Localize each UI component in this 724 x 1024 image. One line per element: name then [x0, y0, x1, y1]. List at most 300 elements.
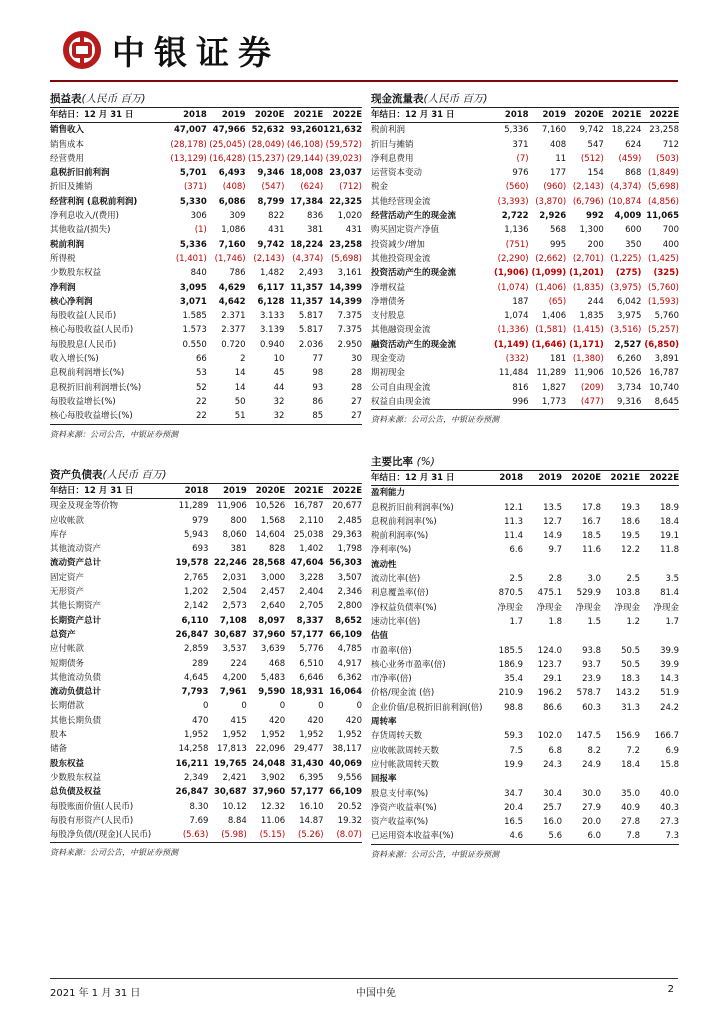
cell-value: 57,177	[290, 787, 324, 798]
cell-value: 22,246	[213, 558, 247, 569]
cell-value: 14	[234, 382, 246, 393]
cell-value: (1,406)	[535, 282, 567, 293]
cell-value: 381	[306, 225, 324, 236]
table-row	[371, 787, 679, 801]
table-row	[371, 744, 679, 758]
table-row	[50, 542, 362, 556]
header-year: 2020E	[566, 108, 604, 123]
cell-value: 4,917	[337, 658, 362, 669]
cell-value: 187	[512, 296, 529, 307]
table-row	[50, 366, 362, 380]
cell-value: 51	[207, 409, 246, 424]
table-row	[50, 528, 362, 542]
cell-value	[484, 715, 523, 729]
row-label: 应付帐款周转天数	[371, 759, 440, 770]
cell-value: 8,799	[257, 196, 285, 207]
table-row	[371, 801, 679, 815]
cell-value: (4,374)	[292, 253, 324, 264]
cell-value: (2,143)	[572, 182, 604, 193]
cell-value: 2,110	[299, 515, 324, 526]
cell-value: 14,604	[255, 529, 286, 540]
table-row	[50, 814, 362, 828]
cell-value: 净现金	[575, 602, 601, 613]
row-label: 净利率(%)	[371, 545, 412, 556]
row-label: 净利润	[50, 282, 76, 293]
cell-value: 800	[230, 515, 247, 526]
cell-value: 816	[512, 382, 529, 393]
cell-value: 2	[240, 354, 246, 365]
cell-value: 86.6	[543, 702, 562, 713]
cell-value: 12.7	[543, 516, 562, 527]
cell-value: 净现金	[536, 602, 562, 613]
row-label: 其他投资现金流	[371, 253, 431, 264]
cell-value: 23,037	[329, 168, 362, 179]
cell-value: 47,007	[173, 125, 207, 136]
cell-value: 3.0	[587, 574, 601, 585]
cell-value: 93,260	[290, 125, 324, 136]
cell-value: 20.52	[337, 801, 362, 812]
cell-value: 20,677	[332, 501, 362, 512]
header-year: 2018	[170, 484, 208, 499]
cell-value: 7,793	[181, 687, 209, 698]
cell-value: 995	[549, 239, 567, 250]
cell-value: 103.8	[615, 588, 640, 599]
row-label: 股息支付率(%)	[371, 788, 429, 799]
cell-value: 14,399	[329, 282, 362, 293]
cell-value: 27.9	[582, 802, 601, 813]
cell-value: 净现金	[614, 602, 640, 613]
cell-value: 7,961	[219, 687, 247, 698]
cell-value: 400	[662, 239, 679, 250]
cell-value: 2,031	[222, 572, 247, 583]
cell-value: 9,556	[337, 772, 362, 783]
cell-value: 3,975	[617, 311, 642, 322]
cell-value: 39.9	[660, 659, 679, 670]
cell-value: 16.7	[582, 516, 601, 527]
cell-value: 5,336	[504, 125, 529, 136]
cell-value: 1,406	[541, 311, 567, 322]
table-row	[371, 715, 679, 729]
cell-value: (5,698)	[648, 182, 679, 193]
cell-value: 2,573	[222, 601, 247, 612]
row-label: 市盈率(倍)	[371, 645, 412, 656]
ratios-table	[371, 471, 679, 845]
cell-value: 6,260	[617, 354, 642, 365]
cashflow-statement	[371, 91, 679, 426]
cell-value: 836	[306, 211, 324, 222]
table-row	[371, 123, 679, 138]
header-year: 2022E	[323, 108, 362, 123]
row-label: 估值	[371, 631, 389, 642]
table-row	[371, 295, 679, 309]
cell-value: 9,590	[258, 687, 286, 698]
cell-value: 56,303	[329, 558, 362, 569]
cell-value: 468	[268, 658, 286, 669]
cell-value: 289	[192, 658, 209, 669]
cell-value: 22	[195, 396, 207, 407]
cell-value: 6,395	[299, 772, 324, 783]
table-row	[371, 381, 679, 395]
row-label: 折旧及摊销	[50, 182, 93, 193]
table-row	[50, 757, 362, 771]
row-label: 速动比率(倍)	[371, 616, 421, 627]
cell-value: 6,117	[257, 282, 285, 293]
table-row	[50, 209, 362, 223]
cell-value: 102.0	[537, 731, 562, 742]
cell-value: 8,097	[258, 615, 286, 626]
cell-value: 30,687	[213, 787, 247, 798]
cell-value: (1,415)	[572, 325, 604, 336]
cell-value: 1.7	[665, 616, 679, 627]
cell-value: 77	[312, 354, 324, 365]
table-row	[50, 800, 362, 814]
row-label: 投资减少/增加	[371, 239, 425, 250]
cell-value: (10,874	[608, 196, 642, 207]
cell-value: 40.9	[621, 802, 640, 813]
income-table	[50, 108, 362, 425]
header-year: 2019	[207, 108, 246, 123]
cell-value: 27.3	[660, 817, 679, 828]
cell-value: (332)	[505, 354, 529, 365]
cell-value	[640, 486, 679, 501]
header-year: 2021E	[285, 484, 323, 499]
cell-value: 18,931	[290, 687, 324, 698]
cell-value: 16.10	[299, 801, 324, 812]
section-unit: (人民币 百万)	[423, 93, 488, 105]
table-row	[371, 829, 679, 844]
cell-value: 2,493	[298, 268, 324, 279]
cell-value: 60.3	[582, 702, 601, 713]
cell-value: (503)	[656, 153, 679, 164]
table-row	[371, 672, 679, 686]
cell-value: 5.6	[523, 829, 562, 844]
cell-value: 600	[625, 225, 642, 236]
cell-value: 700	[662, 225, 679, 236]
cell-value: 17,384	[290, 196, 324, 207]
cell-value: 32	[246, 409, 285, 424]
table-header-row	[371, 108, 679, 123]
table-row	[371, 238, 679, 252]
cell-value: 23.9	[582, 674, 601, 685]
cell-value: 5.817	[298, 311, 324, 322]
header-label: 年结日：12 月 31 日	[50, 108, 168, 123]
row-label: 投资活动产生的现金流	[371, 268, 457, 279]
row-label: 折旧与摊销	[371, 139, 414, 150]
cell-value: 2.036	[298, 339, 324, 350]
cell-value: 23,258	[649, 125, 679, 136]
header-year: 2019	[523, 471, 562, 486]
cell-value: 6,646	[299, 672, 324, 683]
cell-value: (1,581)	[535, 325, 567, 336]
cell-value: (1,425)	[648, 253, 679, 264]
header-year: 2019	[529, 108, 567, 123]
cell-value	[562, 486, 601, 501]
row-label: 核心净利润	[50, 296, 93, 307]
cell-value: 11.06	[260, 815, 286, 826]
table-header-row	[50, 484, 362, 499]
section-title-text: 资产负债表	[50, 469, 103, 481]
cell-value: 35.4	[504, 674, 523, 685]
cell-value: 51.9	[660, 688, 679, 699]
header-year: 2020E	[246, 108, 285, 123]
cell-value: 1.573	[182, 325, 207, 336]
cell-value: 35.0	[621, 788, 640, 799]
cell-value: 5,330	[179, 196, 207, 207]
cell-value: 52	[195, 382, 207, 393]
row-label: 支付股息	[371, 311, 406, 322]
cell-value: 786	[229, 268, 246, 279]
row-label: 每股股息(人民币)	[50, 339, 117, 350]
cell-value: 3,639	[260, 644, 286, 655]
cell-value: 7,108	[219, 615, 247, 626]
row-label: 其他流动资产	[50, 544, 102, 555]
cell-value: 18.9	[660, 502, 679, 513]
cell-value: 8.2	[587, 745, 601, 756]
cell-value: 244	[587, 296, 604, 307]
cell-value: 568	[549, 225, 567, 236]
cell-value: 1,952	[184, 730, 209, 741]
cell-value	[523, 715, 562, 729]
table-row	[50, 514, 362, 528]
cell-value: 39.9	[660, 645, 679, 656]
cell-value: 420	[307, 715, 324, 726]
cell-value: 1,835	[579, 311, 604, 322]
cell-value: 32	[273, 396, 285, 407]
cell-value: 1.5	[587, 616, 601, 627]
cell-value: 26,847	[175, 787, 209, 798]
table-row	[371, 615, 679, 629]
header-year: 2022E	[640, 471, 679, 486]
cell-value: (5,257)	[648, 325, 679, 336]
cell-value: 181	[549, 354, 567, 365]
table-row	[50, 571, 362, 585]
cell-value: 712	[662, 139, 679, 150]
table-row	[50, 338, 362, 352]
cell-value: 2,346	[337, 587, 362, 598]
cell-value: 154	[587, 168, 604, 179]
cell-value: 624	[625, 139, 642, 150]
table-row	[50, 499, 362, 514]
cell-value: (1,201)	[569, 268, 604, 279]
cell-value: 9,742	[579, 125, 604, 136]
cell-value: (2,290)	[497, 253, 529, 264]
cell-value: 2.950	[337, 339, 362, 350]
cell-value: 11,357	[290, 282, 324, 293]
row-label: 销售成本	[50, 139, 85, 150]
table-row	[371, 138, 679, 152]
cell-value: 50.5	[621, 659, 640, 670]
cell-value: 224	[230, 658, 247, 669]
row-label: 总负债及权益	[50, 787, 102, 798]
table-row	[50, 728, 362, 742]
table-row	[50, 556, 362, 570]
row-label: 收入增长(%)	[50, 354, 99, 365]
cell-value: 30,687	[213, 629, 247, 640]
cell-value	[523, 486, 562, 501]
cell-value: 6,128	[257, 296, 285, 307]
table-row	[371, 501, 679, 515]
table-row	[50, 166, 362, 180]
cell-value: (2,143)	[253, 253, 285, 264]
cell-value: 371	[512, 139, 529, 150]
cell-value: 93.7	[582, 659, 601, 670]
cell-value: 50.5	[621, 645, 640, 656]
cell-value: (4,856)	[648, 196, 679, 207]
cell-value: 27.8	[621, 817, 640, 828]
cell-value	[640, 715, 679, 729]
table-row	[50, 238, 362, 252]
cell-value: 53	[195, 368, 207, 379]
cell-value	[484, 558, 523, 572]
cell-value: 3,071	[179, 296, 207, 307]
cell-value: 0.940	[260, 339, 285, 350]
brand-logo	[62, 27, 280, 73]
row-label: 库存	[50, 529, 68, 540]
cell-value: 420	[345, 715, 362, 726]
cell-value: 29,477	[293, 744, 324, 755]
cell-value: 25,038	[293, 529, 324, 540]
cell-value: 870.5	[498, 588, 523, 599]
cell-value: 28	[351, 382, 362, 393]
cell-value: 7,160	[541, 125, 567, 136]
cell-value: 18,224	[611, 125, 642, 136]
cell-value: 4,785	[337, 644, 362, 655]
cell-value: 16.0	[543, 817, 562, 828]
page-number: 2	[667, 984, 674, 995]
cell-value: 50	[234, 396, 246, 407]
cell-value	[523, 558, 562, 572]
cell-value: (1,099)	[531, 268, 567, 279]
section-unit: (人民币 百万)	[102, 469, 167, 481]
cell-value: 3.5	[665, 574, 679, 585]
cell-value: (1,225)	[610, 253, 642, 264]
cell-value: (3,870)	[535, 196, 567, 207]
cell-value	[601, 558, 640, 572]
cell-value: 1,074	[504, 311, 529, 322]
cell-value: 22,325	[329, 196, 362, 207]
cell-value: (1)	[194, 225, 207, 236]
row-label: 净资产收益率(%)	[371, 802, 437, 813]
cell-value: 17,813	[217, 744, 247, 755]
cell-value: 2,349	[184, 772, 209, 783]
cell-value: 8,337	[296, 615, 324, 626]
section-unit: (%)	[416, 456, 435, 468]
table-row	[50, 614, 362, 628]
cell-value: 2,800	[337, 601, 362, 612]
cell-value: 1,086	[221, 225, 246, 236]
cell-value: 22	[168, 409, 207, 424]
cell-value	[484, 486, 523, 501]
table-row	[371, 309, 679, 323]
cell-value: 14	[234, 368, 246, 379]
cell-value: 8,060	[222, 529, 247, 540]
cell-value: 17.8	[582, 502, 601, 513]
cell-value: 992	[586, 211, 604, 222]
cell-value: 156.9	[615, 731, 640, 742]
cell-value: (1,849)	[648, 168, 679, 179]
cell-value: 18.4	[660, 516, 679, 527]
cell-value: 381	[230, 544, 247, 555]
cell-value: 3,095	[179, 282, 207, 293]
cell-value: 0.550	[182, 339, 207, 350]
cell-value: (371)	[183, 182, 207, 193]
cell-value: 529.9	[576, 588, 601, 599]
cell-value: 5,336	[179, 239, 207, 250]
cell-value	[523, 629, 562, 643]
cell-value: (5,698)	[331, 253, 362, 264]
table-row	[371, 152, 679, 166]
cell-value	[640, 772, 679, 786]
row-label: 税前利润率(%)	[371, 531, 429, 542]
cell-value: (5.98)	[208, 828, 246, 843]
cell-value: 1.585	[182, 311, 207, 322]
report-date: 2021 年 1 月 31 日	[50, 988, 141, 999]
cell-value: 34.7	[504, 788, 523, 799]
balance-sheet	[50, 467, 362, 859]
table-row	[371, 729, 679, 743]
cell-value: 1,136	[504, 225, 529, 236]
cell-value: 693	[192, 544, 209, 555]
cell-value: (15,237)	[248, 153, 285, 164]
cell-value: 12.2	[621, 545, 640, 556]
cell-value: 177	[549, 168, 567, 179]
row-label: 存货周转天数	[371, 731, 423, 742]
row-label: 流动资产总计	[50, 558, 102, 569]
cell-value: 24.9	[582, 759, 601, 770]
row-label: 其他经营现金流	[371, 196, 431, 207]
row-label: 核心每股收益(人民币)	[50, 325, 134, 336]
row-label: 固定资产	[50, 572, 85, 583]
table-row	[371, 572, 679, 586]
cell-value: (560)	[505, 182, 529, 193]
section-title	[371, 91, 679, 108]
header-label: 年结日：12 月 31 日	[50, 484, 170, 499]
cell-value: 20.0	[582, 817, 601, 828]
cell-value: (1,380)	[572, 354, 604, 365]
cell-value: 13.5	[543, 502, 562, 513]
cell-value: 66	[195, 354, 207, 365]
cell-value: 18,008	[290, 168, 324, 179]
cell-value: 0	[202, 701, 209, 712]
cell-value: 16,787	[649, 368, 679, 379]
row-label: 经营费用	[50, 153, 85, 164]
cell-value	[601, 772, 640, 786]
section-title	[50, 467, 362, 484]
row-label: 净增权益	[371, 282, 406, 293]
cell-value: 29,363	[332, 529, 362, 540]
table-row	[371, 629, 679, 643]
cell-value: 47,604	[290, 558, 324, 569]
cell-value: 24.3	[543, 759, 562, 770]
cell-value: 5.817	[298, 325, 324, 336]
cell-value: 18,224	[290, 239, 324, 250]
section-title	[50, 91, 362, 108]
cell-value: 19.9	[504, 759, 523, 770]
cell-value: 9,316	[604, 395, 642, 410]
table-row	[371, 543, 679, 557]
row-label: 其他收益/(损失)	[50, 225, 111, 236]
cell-value: 27	[323, 409, 362, 424]
header-year: 2020E	[247, 484, 285, 499]
cell-value: 8.84	[227, 815, 247, 826]
row-label: 股本	[50, 730, 68, 741]
row-label: 净权益负债率(%)	[371, 602, 437, 613]
cell-value: 3.133	[260, 311, 285, 322]
cell-value: 19,578	[175, 558, 209, 569]
cell-value: 19.5	[621, 531, 640, 542]
cell-value: 19.1	[660, 531, 679, 542]
cell-value: 828	[268, 544, 286, 555]
